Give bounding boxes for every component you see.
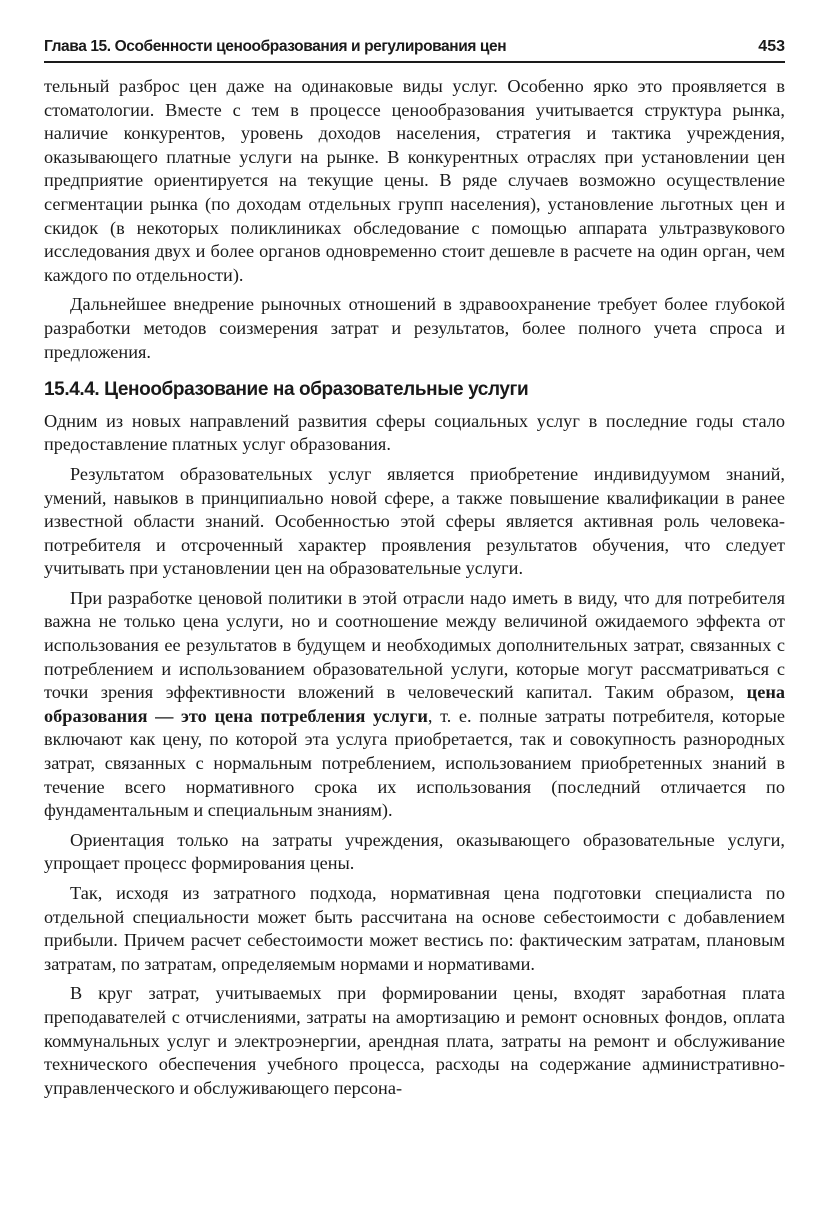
paragraph: Результатом образовательных услуг является приобретение индивидуумом знаний, умений, навыков в принципиально новой сфере, а также повышение квалификации в ранее известной области знаний. Особенностью этой сферы является активная роль человека-потребителя и отсроченный характер проявления результатов обучения, что следует учитывать при установлении цен на образовательные услуги.	[44, 463, 785, 579]
bold-definition: цена образования — это цена потребления услуги	[44, 682, 785, 726]
paragraph-continued: тельный разброс цен даже на одинаковые виды услуг. Особенно ярко это проявляется в стоматологии. Вместе с тем в процессе ценообразования учитывается структура рынка, наличие конкурентов, уровень доходов населения, стратегия и тактика учреждения, оказывающего платные услуги на рынке. В конкурентных отраслях при установлении цен предприятие ориентируется на текущие цены. В ряде случаев возможно осуществление сегментации рынка (по доходам отдельных групп населения), установление льготных цен и скидок (в некоторых поликлиниках обследование с помощью аппарата ультразвукового исследования двух и более органов одновременно стоит дешевле в расчете на один орган, чем каждого по отдельности).	[44, 76, 785, 285]
page-number: 453	[758, 38, 785, 55]
chapter-title: Глава 15. Особенности ценообразования и регулирования цен	[44, 38, 507, 55]
paragraph: В круг затрат, учитываемых при формировании цены, входят заработная плата преподавателей с отчислениями, затраты на амортизацию и ремонт основных фондов, оплата коммунальных услуг и электроэнергии, арендная плата, затраты на ремонт и обслуживание технического обеспечения учебного процесса, расходы на содержание административно-управленческого и обслуживающего персона-	[44, 983, 785, 1098]
paragraph-text-after: , т. е. полные затраты потребителя, которые включают как цену, по которой эта услуга приобретается, так и совокупность разнородных затрат, связанных с нормальным потреблением, использованием приобретенных знаний в течение всего нормативного срока их использования (последний отличается по фундаментальным и специальным знаниям).	[44, 705, 785, 821]
paragraph: Так, исходя из затратного подхода, нормативная цена подготовки специалиста по отдельной специальности может быть рассчитана на основе себестоимости с добавлением прибыли. Причем расчет себестоимости может вестись по: фактическим затратам, плановым затратам, по затратам, определяемым нормами и нормативами.	[44, 883, 785, 974]
section-heading: 15.4.4. Ценообразование на образовательные услуги	[44, 379, 529, 401]
paragraph: Ориентация только на затраты учреждения, оказывающего образовательные услуги, упрощает процесс формирования цены.	[44, 829, 785, 874]
paragraph-with-emphasis	[44, 587, 785, 823]
section-lead-paragraph: Одним из новых направлений развития сферы социальных услуг в последние годы стало предоставление платных услуг образования.	[44, 410, 785, 455]
paragraph: Дальнейшее внедрение рыночных отношений в здравоохранение требует более глубокой разработки методов соизмерения затрат и результатов, более полного учета спроса и предложения.	[44, 294, 785, 362]
body-text	[44, 75, 785, 1100]
paragraph-text-before: При разработке ценовой политики в этой отрасли надо иметь в виду, что для потребителя важна не только цена услуги, но и соотношение между величиной ожидаемого эффекта от использования ее результатов в будущем и необходимых дополнительных затрат, связанных с потреблением и использованием образовательной услуги, которые могут рассматриваться с точки зрения эффективности вложений в человеческий капитал. Таким образом,	[44, 587, 785, 703]
running-header	[44, 38, 785, 63]
book-page	[44, 38, 785, 1100]
